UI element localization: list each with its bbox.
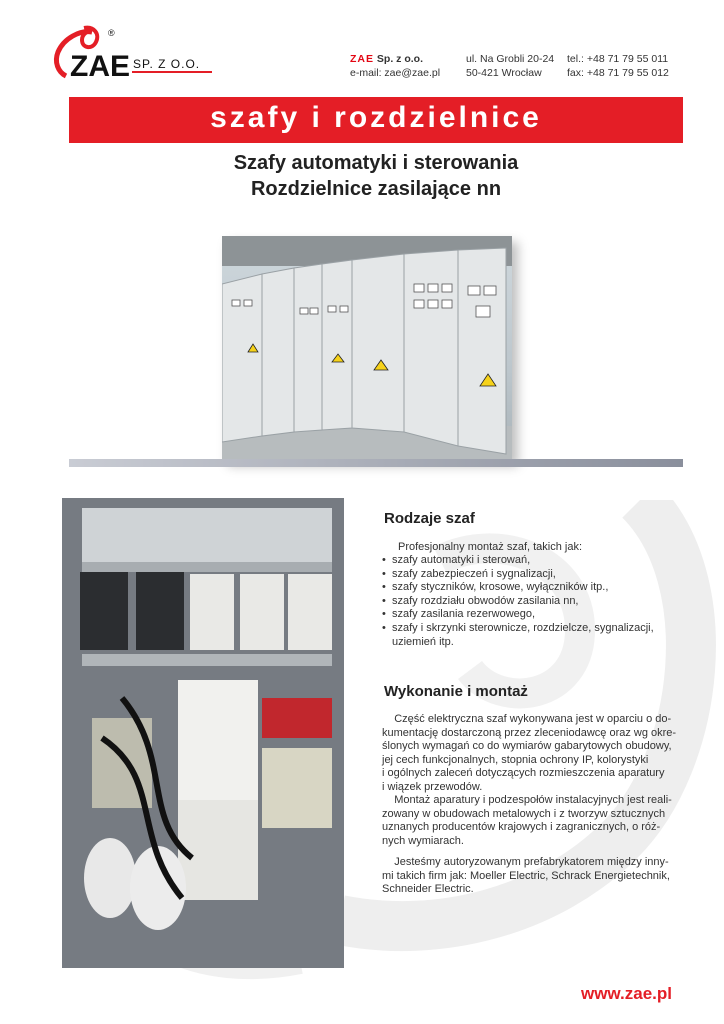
paragraph-1 [382, 713, 677, 794]
paragraph-line: mi takich firm jak: Moeller Electric, Schrack Energietechnik, [382, 869, 670, 882]
paragraph-line: uznanych producentów krajowych i zagranicznych, o róż- [382, 821, 661, 833]
list-item: • szafy rozdziału obwodów zasilania nn, [382, 595, 654, 609]
contact-phones [567, 52, 669, 80]
logo-suffix-text: SP. Z O.O. [133, 57, 201, 71]
company-name: ZAE [350, 53, 374, 65]
company-logo [40, 24, 220, 84]
paragraph-line: Montaż aparatury i podzespołów instalacyjnych jest reali- [382, 794, 672, 806]
contact-fax: fax: +48 71 79 55 012 [567, 67, 669, 79]
registered-mark: ® [108, 28, 115, 38]
paragraph-3 [382, 856, 672, 897]
cabinets-photo [222, 236, 512, 460]
contact-address [466, 52, 554, 80]
paragraph-line: Jesteśmy autoryzowanym prefabrykatorem między inny- [382, 856, 669, 868]
logo-brand-text: ZAE [70, 50, 130, 83]
list-item-continuation: uziemień itp. [392, 635, 454, 648]
paragraph-line: Część elektryczna szaf wykonywana jest w oparciu o do- [382, 713, 672, 725]
website-link[interactable]: www.zae.pl [580, 984, 672, 1003]
list-item: • szafy zasilania rezerwowego, [382, 608, 654, 622]
list-item: • szafy i skrzynki sterownicze, rozdzielcze, sygnalizacji, [382, 622, 654, 636]
contact-city: 50-421 Wrocław [466, 67, 542, 79]
section-heading-rodzaje: Rodzaje szaf [384, 510, 475, 527]
switchgear-photo [62, 498, 344, 968]
banner-title: szafy i rozdzielnice [210, 101, 542, 134]
contact-street: ul. Na Grobli 20-24 [466, 53, 555, 65]
subtitle-line2: Rozdzielnice zasilające nn [250, 178, 502, 200]
paragraph-line: i ogólnych zaleceń dotyczących rozmieszczenia aparatury [382, 767, 665, 779]
paragraph-line: Schneider Electric. [382, 883, 474, 895]
list-item: • szafy styczników, krosowe, wyłączników itp., [382, 581, 654, 595]
paragraph-line: ślonych wymagań co do wymiarów gabarytowych obudowy, [382, 740, 672, 752]
subtitle-line1: Szafy automatyki i sterowania [233, 152, 519, 174]
contact-email[interactable]: e-mail: zae@zae.pl [350, 67, 441, 79]
contact-company [350, 52, 440, 80]
company-suffix: Sp. z o.o. [376, 53, 424, 65]
section1-intro: Profesjonalny montaż szaf, takich jak: [398, 541, 583, 553]
list-item: • szafy automatyki i sterowań, [382, 554, 654, 568]
cabinet-types-list [382, 554, 654, 649]
divider-stripe [69, 459, 683, 467]
paragraph-line: kumentację dostarczoną przez zleceniodawcę oraz wg okre- [382, 726, 677, 739]
paragraph-line: jej cech funkcjonalnych, stopnia ochrony IP, kolorystyki [382, 753, 649, 766]
paragraph-line: zowany w obudowach metalowych i z tworzyw sztucznych [382, 807, 666, 820]
title-banner [69, 97, 683, 143]
section-heading-wykonanie: Wykonanie i montaż [384, 683, 528, 700]
logo-mark [40, 24, 220, 84]
list-item: • szafy zabezpieczeń i sygnalizacji, [382, 568, 654, 582]
contact-tel: tel.: +48 71 79 55 011 [567, 53, 669, 65]
paragraph-line: nych wymiarach. [382, 834, 464, 847]
paragraph-2 [382, 794, 672, 848]
paragraph-line: i wiązek przewodów. [382, 780, 483, 793]
